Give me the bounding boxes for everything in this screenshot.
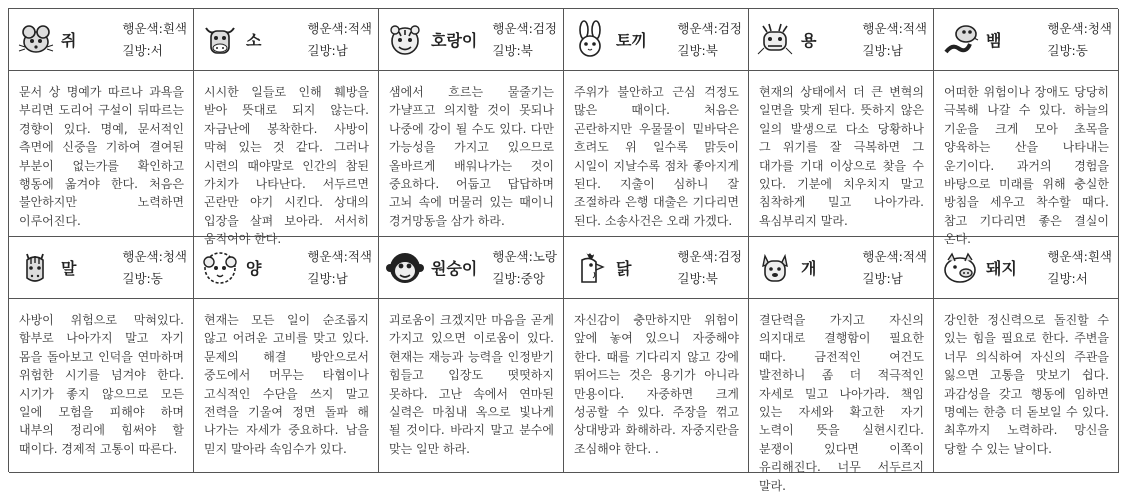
animal-name: 닭 [616,259,632,278]
fortune-info [492,246,557,290]
lucky-color: 행운색:노랑 [492,248,557,264]
animal-name: 돼지 [986,259,1017,278]
lucky-color: 행운색:청색 [122,248,187,264]
fortune-info [122,246,187,290]
lucky-direction: 길방:동 [122,270,163,286]
lucky-color: 행운색:청색 [1047,20,1112,36]
fortune-info [307,18,372,62]
header-cell-rat [9,9,194,71]
lucky-direction: 길방:남 [862,42,903,58]
fortune-text: 샘에서 흐르는 물줄기는 가냘프고 의지할 것이 못되나 나중에 강이 될 수도 있다. 다만 가능성을 가지고 있으므로 올바르게 배워나가는 것이 중요하다. 어둡고 답답하며 고뇌 속에 머물러 있는 때이니 경거망동을 삼가 하라. [379,71,564,237]
header-cell-horse [9,237,194,299]
lucky-color: 행운색:흰색 [122,20,187,36]
lucky-direction: 길방:서 [122,42,163,58]
lucky-direction: 길방:동 [1047,42,1088,58]
lucky-color: 행운색:적색 [307,248,372,264]
fortune-text: 시시한 일들로 인해 훼방을 받아 뜻대로 되지 않는다. 자금난에 봉착한다. 사방이 막혀 있는 것 같다. 그러나 시련의 때야말로 인간의 참된 가치가 나타난다. 서두르면 곤란만 야기 시킨다. 상대의 입장을 살펴 보아라. 서서히 움직여야 한다. [194,71,379,237]
fortune-info [677,18,742,62]
fortune-info [862,18,927,62]
header-cell-monkey [379,237,564,299]
lucky-color: 행운색:검정 [677,248,742,264]
ox-icon [200,20,240,60]
header-cell-dog [749,237,934,299]
fortune-text: 문서 상 명예가 따르나 과욕을 부리면 도리어 구설이 뒤따르는 경향이 있다. 명예, 문서적인 측면에 신중을 기하여 결여된 부분이 없는가를 확인하고 행동에 옮겨야 한다. 처음은 불안하지만 노력하면 이루어진다. [9,71,194,237]
fortune-text: 자신감이 충만하지만 위험이 앞에 놓여 있으니 자중해야 한다. 때를 기다리지 않고 강에 뛰어드는 것은 용기가 아니라 만용이다. 자중하면 크게 성공할 수 있다. 주장을 꺾고 상대방과 화해하라. 자중지란을 조심해야 한다. . [564,299,749,473]
fortune-info [1047,18,1112,62]
lucky-color: 행운색:흰색 [1047,248,1112,264]
fortune-text: 괴로움이 크겠지만 마음을 곧게 가지고 있으면 이로움이 있다. 현재는 재능과 능력을 인정받기 힘들고 입장도 떳떳하지 못하다. 고난 속에서 연마된 실력은 마침내 옥으로 빛나게 될 것이다. 바라지 말고 분수에 맞는 일만 하라. [379,299,564,473]
monkey-icon [385,248,425,288]
lucky-color: 행운색:적색 [862,20,927,36]
animal-name: 호랑이 [431,31,478,50]
animal-name: 개 [801,259,817,278]
lucky-color: 행운색:검정 [492,20,557,36]
sheep-icon [200,248,240,288]
fortune-text: 사방이 위험으로 막혀있다. 함부로 나아가지 말고 자기 몸을 돌아보고 인덕을 연마하며 위험한 시기를 넘겨야 한다. 시기가 좋지 않으므로 모든 일에 모험을 피해야 하며 내부의 정리에 힘써야 할 때이다. 경제적 고통이 따른다. [9,299,194,473]
lucky-direction: 길방:북 [492,42,533,58]
fortune-text: 주위가 불안하고 근심 걱정도 많은 때이다. 처음은 곤란하지만 우물물이 밑바닥은 흐려도 위 일수록 맑듯이 시일이 지날수록 점차 좋아지게 된다. 지출이 심하니 잘 조절하라 은행 대출은 기다리면 된다. 소송사건은 오래 가겠다. [564,71,749,237]
lucky-color: 행운색:적색 [307,20,372,36]
fortune-text: 어떠한 위험이나 장애도 당당히 극복해 나갈 수 있다. 하늘의 기운을 크게 모아 초목을 양육하는 산을 나타내는 운기이다. 과거의 경험을 바탕으로 미래를 위해 충실한 방침을 세우고 착수할 때다. 참고 기다리면 좋은 결실이 온다. [934,71,1119,237]
dragon-icon [755,20,795,60]
lucky-direction: 길방:북 [677,42,718,58]
fortune-text: 현재의 상태에서 더 큰 변혁의 일면을 맞게 된다. 뜻하지 않은 일의 발생으로 다소 당황하나 그 위기를 잘 극복하면 그 대가를 기대 이상으로 찾을 수 있다. 기분에 치우치지 말고 침착하게 밀고 나아가라. 욕심부리지 말라. [749,71,934,237]
lucky-direction: 길방:북 [677,270,718,286]
fortune-info [677,246,742,290]
lucky-direction: 길방:남 [307,42,348,58]
header-cell-pig [934,237,1119,299]
lucky-color: 행운색:검정 [677,20,742,36]
animal-name: 말 [61,259,77,278]
rabbit-icon [570,20,610,60]
rat-icon [15,20,55,60]
header-cell-rooster [564,237,749,299]
header-cell-ox [194,9,379,71]
header-cell-snake [934,9,1119,71]
lucky-direction: 길방:남 [862,270,903,286]
fortune-info [1047,246,1112,290]
fortune-info [492,18,557,62]
fortune-text: 강인한 정신력으로 돌진할 수 있는 힘을 필요로 한다. 주변을 너무 의식하여 자신의 주관을 잃으면 고통을 맛보기 쉽다. 과감성을 갖고 행동에 임하면 명예는 한층 더 돋보일 수 있다. 최후까지 노력하라. 망신을 당할 수 있는 날이다. [934,299,1119,473]
header-cell-tiger [379,9,564,71]
dog-icon [755,248,795,288]
lucky-direction: 길방:서 [1047,270,1088,286]
header-cell-rabbit [564,9,749,71]
fortune-info [307,246,372,290]
fortune-text: 현재는 모든 일이 순조롭지 않고 어려운 고비를 맞고 있다. 문제의 해결 방안으로서 중도에서 머무는 타협이나 고식적인 수단을 쓰지 말고 전력을 기울여 정면 돌파 해 나가는 자세가 중요하다. 남을 믿지 말아라 속임수가 있다. [194,299,379,473]
lucky-direction: 길방:남 [307,270,348,286]
animal-name: 뱀 [986,31,1002,50]
fortune-info [862,246,927,290]
snake-icon [940,20,980,60]
horse-icon [15,248,55,288]
fortune-text: 결단력을 가지고 자신의 의지대로 결행함이 필요한 때다. 금전적인 여건도 발전하니 좀 더 적극적인 자세로 밀고 나아가라. 책임 있는 자세와 확고한 자기 노력이 뜻을 실현시킨다. 분쟁이 있다면 이쪽이 유리해진다. 너무 서두르지 말라. [749,299,934,473]
animal-name: 용 [801,31,817,50]
animal-name: 양 [246,259,262,278]
lucky-color: 행운색:적색 [862,248,927,264]
animal-name: 소 [246,31,262,50]
animal-name: 원숭이 [431,259,478,278]
fortune-grid [8,8,1118,493]
header-cell-dragon [749,9,934,71]
animal-name: 토끼 [616,31,647,50]
animal-name: 쥐 [61,31,77,50]
rooster-icon [570,248,610,288]
header-cell-sheep [194,237,379,299]
pig-icon [940,248,980,288]
fortune-info [122,18,187,62]
lucky-direction: 길방:중앙 [492,270,545,286]
tiger-icon [385,20,425,60]
